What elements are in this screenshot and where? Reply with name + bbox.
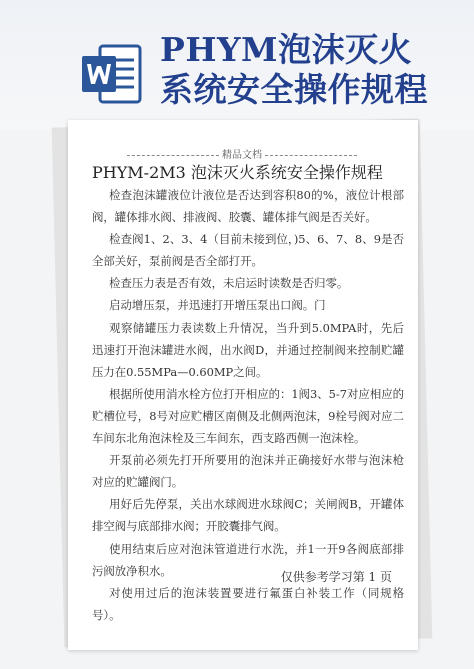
paragraph: 用好后先停泵，关出水球阀进水球阀C；关闸阀B，开罐体排空阀与底部排水阀；开胶囊排气阀。 [92,497,404,534]
document-page [68,120,418,650]
document-title: PHYM-2M3 泡沫灭火系统安全操作规程 [92,163,383,182]
paragraph: 检查阀1、2、3、4（目前未接到位，)5、6、7、8、9是否全部关好，泵前阀是否全部打开。 [92,232,404,269]
page-footer: 仅供参考学习第 1 页 [280,570,392,584]
paragraph: 根据所使用消水栓方位打开相应的：1阀3、5-7对应相应的贮槽位号，8号对应贮槽区南侧及北侧两泡沫，9栓号阀对应二车间东北角泡沫栓及三车间东，西支路西侧一泡沫栓。 [92,386,404,446]
paragraph: 开泵前必须先打开所要用的泡沫并正确接好水带与泡沫枪对应的贮罐阀门。 [92,453,404,490]
paragraph: 检查压力表是否有效，未启运时读数是否归零。 [109,276,349,291]
banner-title-line-2: 系统安全操作规程 [160,70,428,109]
header-divider-left [127,155,219,156]
paragraph: 使用结束后应对泡沫管道进行水洗，并1一开9各阀底部排污阀放净积水。 [92,541,404,578]
paragraph: 观察储罐压力表读数上升情况，当升到5.0MPA时，先后迅速打开泡沫罐进水阀，出水阀D，并通过控制阀来控制贮罐压力在0.55MPa—0.60MP之间。 [92,320,404,379]
paragraph: 对使用过后的泡沫装置要进行氟蛋白补装工作（同规格号）。 [92,585,404,622]
page-header [92,149,392,163]
banner-title-line-1: PHYM泡沫灭火 [160,30,413,69]
header-text: 精品文档 [222,150,262,161]
paragraph: 启动增压泵，并迅速打开增压泵出口阀。门 [109,298,326,313]
header-divider-right [265,155,357,156]
document-body [92,184,404,626]
banner-title [160,30,450,110]
paragraph: 检查泡沫罐液位计液位是否达到容积80的%，液位计根部阀，罐体排水阀、排液阀、胶囊、罐体排气阀是否关好。 [92,188,404,225]
word-document-icon [80,42,144,106]
